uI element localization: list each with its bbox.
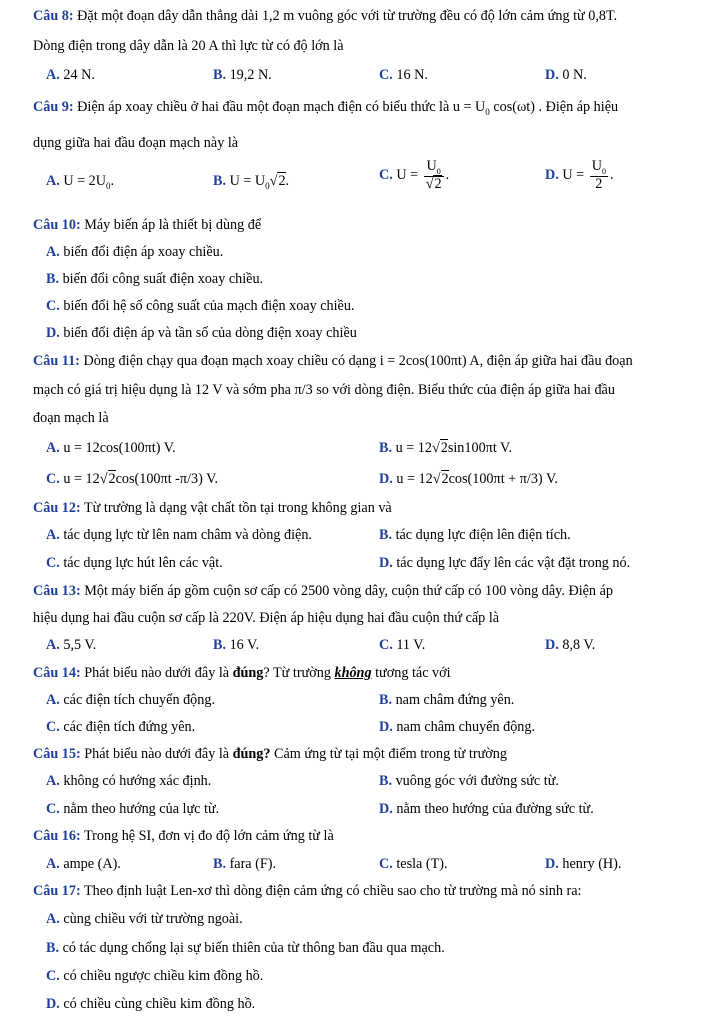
q8-option-c: C. 16 N. bbox=[379, 67, 428, 83]
q9-option-b: B. $U = U_0√2$. bbox=[213, 173, 290, 191]
q17-option-a: A. cùng chiều với từ trường ngoài. bbox=[46, 911, 243, 927]
q11-option-a: A. u = 12cos(100πt) V. bbox=[46, 440, 176, 456]
question-9-stem-line2: dụng giữa hai đầu đoạn mạch này là bbox=[33, 135, 239, 151]
question-11-stem-line2: mạch có giá trị hiệu dụng là 12 V và sớm pha π/3 so với dòng điện. Biểu thức của điện áp giữa hai đầu bbox=[33, 382, 615, 398]
q8-option-a: A. 24 N. bbox=[46, 67, 95, 83]
q16-option-d: D. henry (H). bbox=[545, 856, 622, 872]
question-16-stem: Câu 16: Trong hệ SI, đơn vị đo độ lớn cảm ứng từ là bbox=[33, 828, 334, 844]
question-10-stem: Câu 10: Máy biến áp là thiết bị dùng để bbox=[33, 217, 262, 233]
q16-option-a: A. ampe (A). bbox=[46, 856, 121, 872]
question-12-stem: Câu 12: Từ trường là dạng vật chất tồn tại trong không gian và bbox=[33, 500, 392, 516]
q15-option-b: B. vuông góc với đường sức từ. bbox=[379, 773, 559, 789]
q12-option-d: D. tác dụng lực đẩy lên các vật đặt trong nó. bbox=[379, 555, 631, 571]
q9-option-a: A. $U = 2U_0$. bbox=[46, 173, 115, 191]
q17-option-b: B. có tác dụng chống lại sự biến thiên của từ thông ban đầu qua mạch. bbox=[46, 940, 445, 956]
question-11-stem-line3: đoạn mạch là bbox=[33, 410, 109, 426]
q16-option-c: C. tesla (T). bbox=[379, 856, 448, 872]
question-15-stem: Câu 15: Phát biểu nào dưới đây là đúng? Cảm ứng từ tại một điểm trong từ trường bbox=[33, 746, 507, 762]
q9-option-c: C. U = $\frac{U_0}{√2}$ . bbox=[379, 158, 450, 193]
q17-option-c: C. có chiều ngược chiều kim đồng hồ. bbox=[46, 968, 264, 984]
q9-option-d: D. U = $\frac{U_0}{2}$ . bbox=[545, 158, 614, 193]
q11-option-d: D. u = 12√2cos(100πt + π/3) V. bbox=[379, 471, 558, 487]
q12-option-c: C. tác dụng lực hút lên các vật. bbox=[46, 555, 223, 571]
q15-option-c: C. nằm theo hướng của lực từ. bbox=[46, 801, 220, 817]
q14-option-c: C. các điện tích đứng yên. bbox=[46, 719, 196, 735]
q13-option-b: B. 16 V. bbox=[213, 637, 260, 653]
question-8-stem-line1: Câu 8: Đặt một đoạn dây dẫn thẳng dài 1,2 m vuông góc với từ trường đều có độ lớn cảm ứng từ 0,8T. bbox=[33, 8, 618, 24]
q9-formula: $u = U_0$ cos(ωt) bbox=[452, 99, 535, 117]
question-13-stem-line1: Câu 13: Một máy biến áp gồm cuộn sơ cấp có 2500 vòng dây, cuộn thứ cấp có 100 vòng dây. Điện áp bbox=[33, 583, 613, 599]
question-13-stem-line2: hiệu dụng hai đầu cuộn sơ cấp là 220V. Điện áp hiệu dụng hai đầu cuộn thứ cấp là bbox=[33, 610, 500, 626]
q10-option-c: C. biến đổi hệ số công suất của mạch điện xoay chiều. bbox=[46, 298, 355, 314]
q11-option-b: B. u = 12√2sin100πt V. bbox=[379, 440, 513, 456]
q8-option-b: B. 19,2 N. bbox=[213, 67, 272, 83]
q8-option-d: D. 0 N. bbox=[545, 67, 587, 83]
q14-option-b: B. nam châm đứng yên. bbox=[379, 692, 515, 708]
q10-option-b: B. biến đổi công suất điện xoay chiều. bbox=[46, 271, 264, 287]
q15-option-a: A. không có hướng xác định. bbox=[46, 773, 212, 789]
question-8-stem-line2: Dòng điện trong dây dẫn là 20 A thì lực từ có độ lớn là bbox=[33, 38, 344, 54]
q12-option-b: B. tác dụng lực điện lên điện tích. bbox=[379, 527, 571, 543]
question-11-stem-line1: Câu 11: Dòng điện chạy qua đoạn mạch xoay chiều có dạng i = 2cos(100πt) A, điện áp giữa hai đầu đoạn bbox=[33, 353, 633, 369]
q10-option-a: A. biến đổi điện áp xoay chiều. bbox=[46, 244, 224, 260]
q10-option-d: D. biến đổi điện áp và tần số của dòng điện xoay chiều bbox=[46, 325, 357, 341]
question-9-stem-line1: Câu 9: Điện áp xoay chiều ở hai đầu một đoạn mạch điện có biểu thức là $u = U_0$ cos(ωt) . Điện áp hiệu bbox=[33, 99, 619, 117]
question-14-stem: Câu 14: Phát biểu nào dưới đây là đúng? Từ trường không tương tác với bbox=[33, 665, 451, 681]
q17-option-d: D. có chiều cùng chiều kim đồng hồ. bbox=[46, 996, 256, 1012]
q12-option-a: A. tác dụng lực từ lên nam châm và dòng điện. bbox=[46, 527, 312, 543]
question-17-stem: Câu 17: Theo định luật Len-xơ thì dòng điện cảm ứng có chiều sao cho từ trường mà nó sinh ra: bbox=[33, 883, 582, 899]
q15-option-d: D. nằm theo hướng của đường sức từ. bbox=[379, 801, 594, 817]
q16-option-b: B. fara (F). bbox=[213, 856, 277, 872]
q14-option-d: D. nam châm chuyển động. bbox=[379, 719, 536, 735]
q11-option-c: C. u = 12√2cos(100πt -π/3) V. bbox=[46, 471, 219, 487]
q13-option-d: D. 8,8 V. bbox=[545, 637, 596, 653]
q13-option-c: C. 11 V. bbox=[379, 637, 426, 653]
q13-option-a: A. 5,5 V. bbox=[46, 637, 97, 653]
q14-option-a: A. các điện tích chuyển động. bbox=[46, 692, 216, 708]
